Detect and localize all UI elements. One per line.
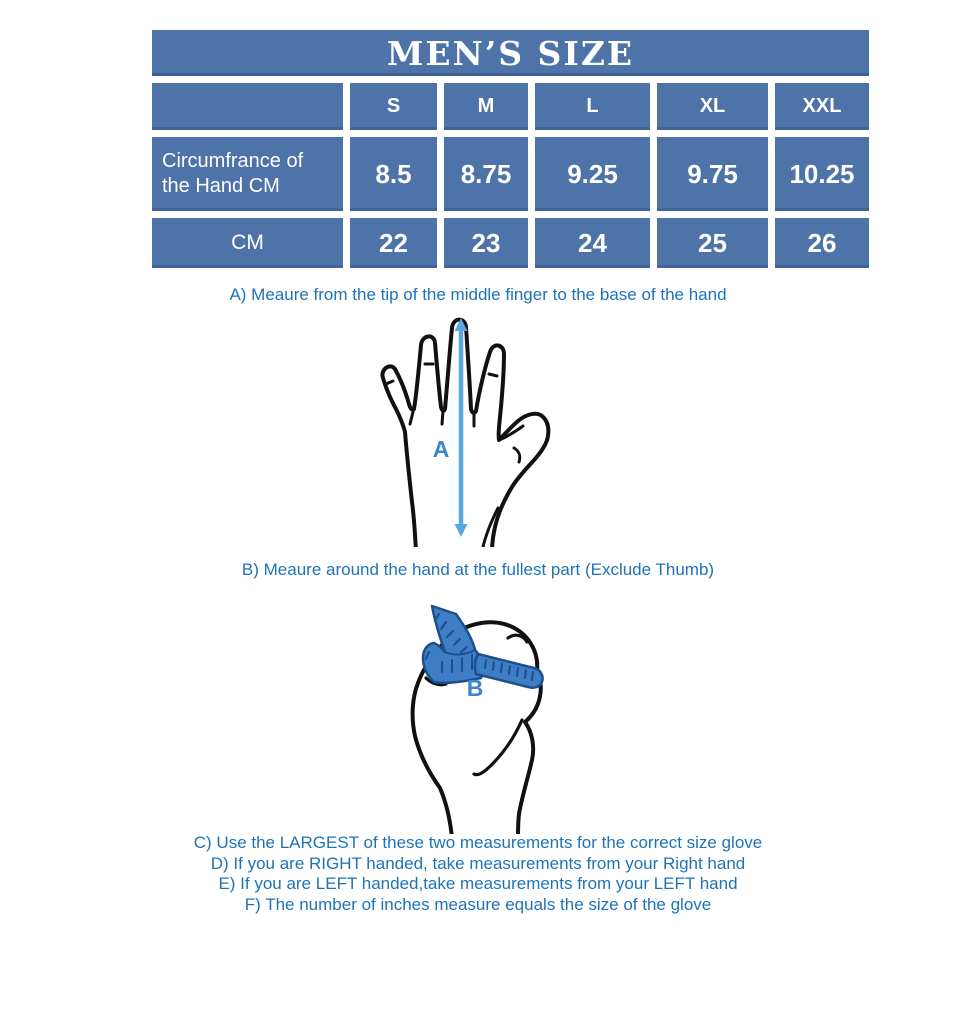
column-header-m: M: [444, 83, 528, 130]
column-header-s: S: [350, 83, 437, 130]
size-table-grid: [152, 83, 869, 268]
circumference-value-s: 8.5: [350, 137, 437, 211]
diagram-label-b: B: [466, 675, 484, 701]
cm-value-xl: 25: [657, 218, 768, 268]
circumference-value-m: 8.75: [444, 137, 528, 211]
column-header-l: L: [535, 83, 650, 130]
mens-size-table: [152, 30, 869, 268]
footer-instructions: [0, 833, 956, 915]
instruction-a: A) Meaure from the tip of the middle finger to the base of the hand: [229, 285, 727, 304]
hand-outline: [382, 320, 548, 547]
circumference-value-xxl: 10.25: [775, 137, 869, 211]
diagram-label-a: A: [432, 436, 450, 462]
column-header-xxl: XXL: [775, 83, 869, 130]
cm-value-l: 24: [535, 218, 650, 268]
instruction-f: F) The number of inches measure equals the size of the glove: [244, 894, 712, 914]
instruction-b: B) Meaure around the hand at the fullest part (Exclude Thumb): [241, 560, 715, 579]
circumference-value-xl: 9.75: [657, 137, 768, 211]
hand-circumference-diagram: [382, 586, 600, 834]
row-label-circumference: Circumfrance of the Hand CM: [152, 137, 343, 211]
cm-value-s: 22: [350, 218, 437, 268]
table-title-bar: [152, 30, 869, 76]
column-header-xl: XL: [657, 83, 768, 130]
table-title: MEN’S SIZE: [386, 33, 635, 73]
row-label-cm: CM: [152, 218, 343, 268]
corner-cell: [152, 83, 343, 130]
instruction-e: E) If you are LEFT handed,take measurements from your LEFT hand: [218, 874, 738, 893]
cm-value-m: 23: [444, 218, 528, 268]
hand-length-diagram: [348, 312, 608, 547]
circumference-value-l: 9.25: [535, 137, 650, 211]
cm-value-xxl: 26: [775, 218, 869, 268]
instruction-c: C) Use the LARGEST of these two measurements for the correct size glove: [193, 833, 763, 852]
instruction-d: D) If you are RIGHT handed, take measurements from your Right hand: [210, 853, 746, 873]
